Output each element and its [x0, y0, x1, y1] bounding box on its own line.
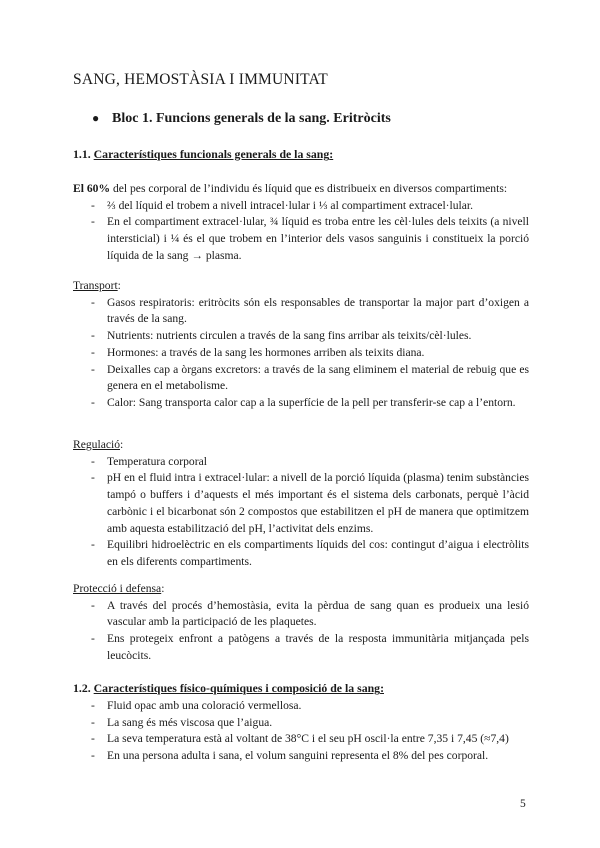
list-item: - Hormones: a través de la sang les hormones arriben als teixits diana.: [91, 345, 425, 359]
section-1-1: [73, 146, 529, 163]
bullet-icon: ●: [92, 111, 100, 125]
list-item: - La seva temperatura està al voltant de 38°C i el seu pH oscil·la entre 7,35 i 7,45 (≈7,4): [91, 732, 509, 746]
intro-paragraph: [73, 181, 529, 198]
proteccio-label: Protecció i defensa:: [73, 582, 165, 595]
section-1-2-number: 1.2.: [73, 681, 91, 695]
section-1-2-heading: 1.2. Característiques físico-químiques i composició de la sang:: [73, 681, 384, 695]
list-item: - Equilibri hidroelèctric en els compartiments líquids del cos: contingut d’aigua i electròlits en els diferents compartiments.: [91, 538, 529, 568]
list-item: - En el compartiment extracel·lular, ¾ líquid es troba entre les cèl·lules dels teixits (a nivell intersticial) i ¼ és el que trobem en l’interior dels vasos sanguinis i constitueix la porció líquida de la sang → plasma.: [91, 215, 529, 262]
list-item: - Gasos respiratoris: eritròcits són els responsables de transportar la major part d’oxigen a través de la sang.: [91, 295, 529, 326]
section-1-1-heading: 1.1. Característiques funcionals generals de la sang:: [73, 147, 334, 161]
section-1-1-title: Característiques funcionals generals de la sang: [93, 147, 330, 161]
intro-rest: del pes corporal de l’individu és líquid que es distribueix en diversos compartiments:: [110, 182, 508, 195]
intro-bold: El 60%: [73, 182, 111, 195]
section-1-2-title: Característiques físico-químiques i composició de la sang: [93, 681, 381, 695]
list-item: - pH en el fluid intra i extracel·lular: a nivell de la porció líquida (plasma) tenim substàncies tampó o buffers i d’aquests el més important és el sistema dels carbonats, perquè l’àcid carbònic i el bicarbonat són 2 compostos que estabilitzen el pH de manera que optimitzem amb aquesta estabilització del pH, l’activitat dels enzims.: [91, 471, 529, 535]
page-number: 5: [520, 798, 526, 810]
regulacio-label: Regulació:: [73, 438, 124, 451]
list-item: - Calor: Sang transporta calor cap a la superfície de la pell per transferir-se cap a l’entorn.: [91, 395, 516, 409]
transport-section: [73, 278, 529, 412]
regulacio-list: [73, 454, 529, 571]
section-1-1-body: [73, 181, 529, 265]
list-item: - Ens protegeix enfront a patògens a través de la resposta immunitària mitjançada pels leucòcits.: [91, 632, 529, 662]
proteccio-section: [73, 581, 529, 665]
list-item: - A través del procés d’hemostàsia, evita la pèrdua de sang quan es produeix una lesió vascular amb la participació de les plaquetes.: [91, 598, 529, 629]
list-item: - Deixalles cap a òrgans excretors: a través de la sang eliminem el material de rebuig que es genera en el metabolisme.: [91, 362, 529, 393]
list-item: - ⅔ del líquid el trobem a nivell intracel·lular i ⅓ al compartiment extracel·lular.: [91, 198, 474, 212]
list-item: - Fluid opac amb una coloració vermellosa.: [91, 699, 302, 712]
section-1-2: [73, 680, 529, 697]
section-1-2-body: [73, 698, 529, 765]
transport-label: Transport:: [73, 279, 121, 292]
list-item: - Temperatura corporal: [91, 454, 207, 468]
list-item: - La sang és més viscosa que l’aigua.: [91, 715, 273, 729]
list-item: - En una persona adulta i sana, el volum sanguini representa el 8% del pes corporal.: [91, 749, 489, 763]
compartments-list: [73, 198, 529, 265]
page-title: SANG, HEMOSTÀSIA I IMMUNITAT: [73, 71, 328, 88]
transport-list: [73, 295, 529, 412]
regulacio-section: [73, 437, 529, 571]
bloc-heading: [92, 111, 391, 127]
bloc-heading-text: Bloc 1. Funcions generals de la sang. Eritròcits: [112, 111, 391, 126]
proteccio-list: [73, 598, 529, 665]
list-item: - Nutrients: nutrients circulen a través de la sang fins arribar als teixits/cèl·lules.: [91, 329, 472, 343]
section-1-1-number: 1.1.: [73, 147, 91, 161]
properties-list: [73, 698, 529, 765]
